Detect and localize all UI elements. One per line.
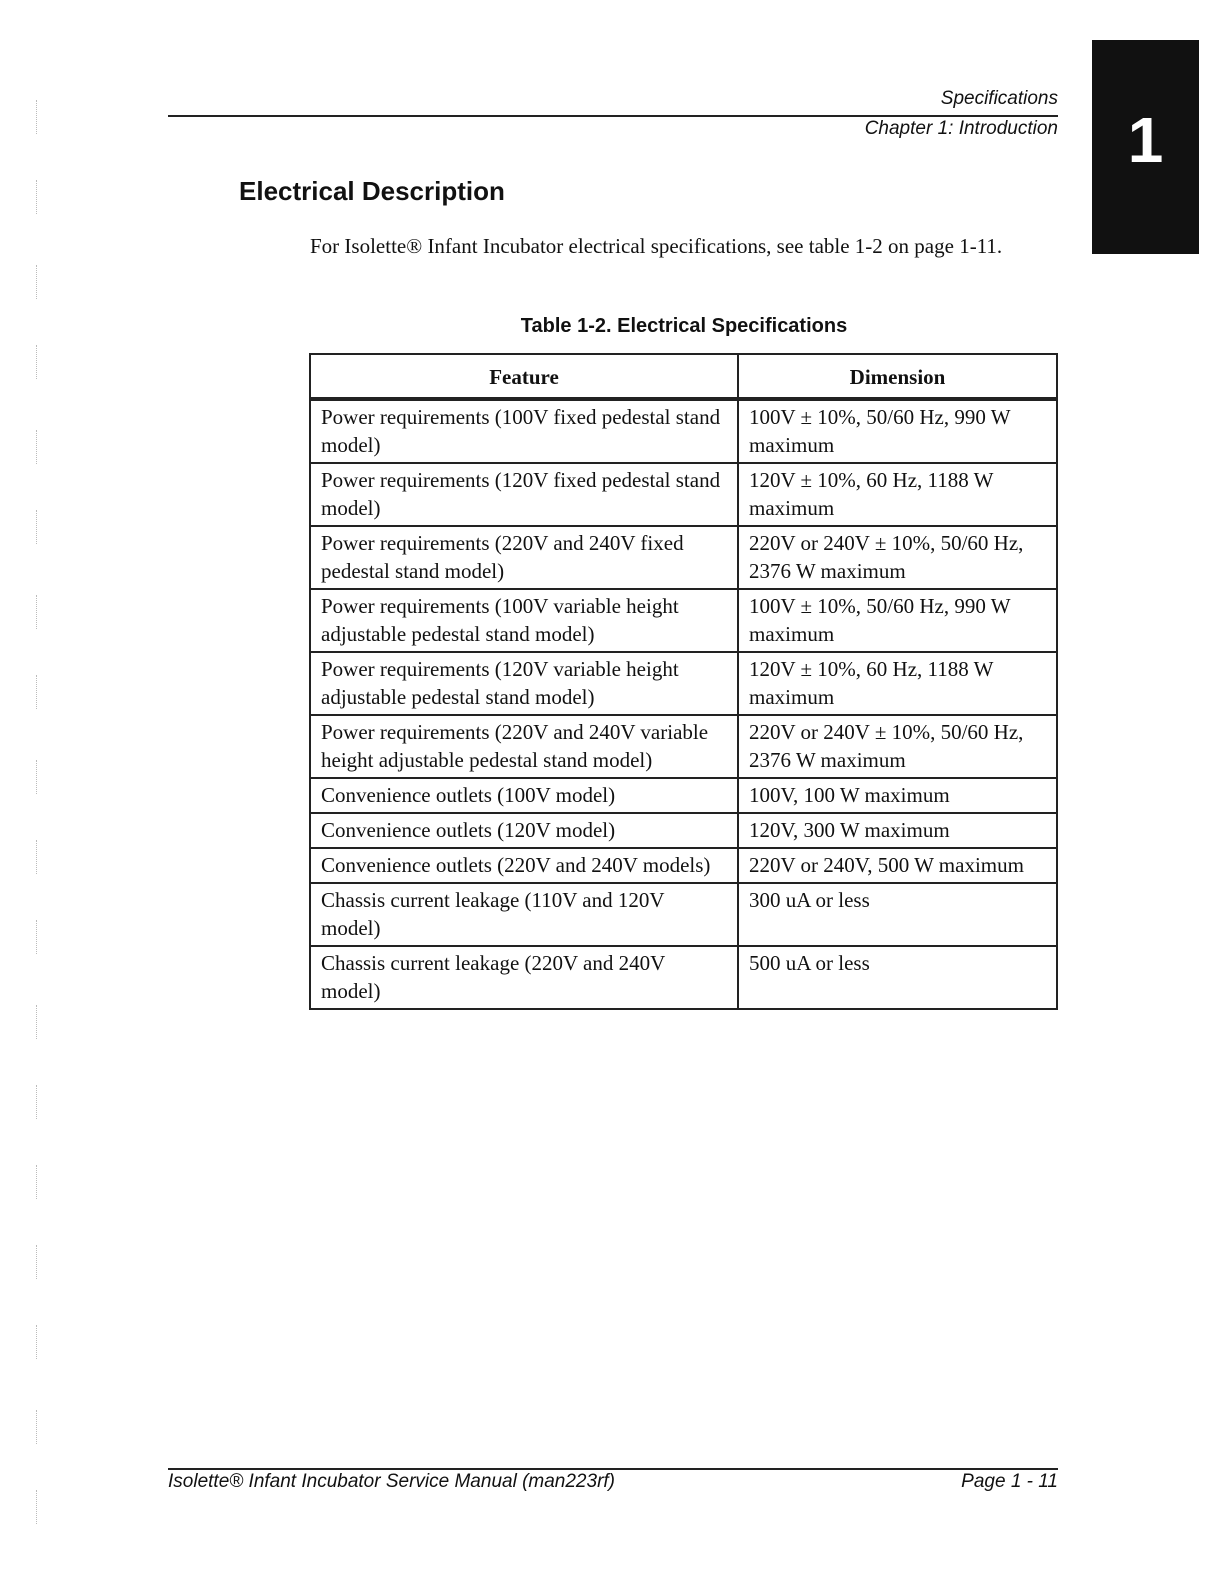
feature-cell: Chassis current leakage (220V and 240V model) (310, 946, 738, 1009)
table-row (310, 813, 1057, 848)
header-section-title: Specifications (940, 88, 1058, 109)
dimension-cell: 300 uA or less (738, 883, 1057, 946)
table-header-row (310, 354, 1057, 399)
table-row (310, 526, 1057, 589)
feature-cell: Power requirements (220V and 240V variable height adjustable pedestal stand model) (310, 715, 738, 778)
dimension-cell: 100V, 100 W maximum (738, 778, 1057, 813)
table-row (310, 848, 1057, 883)
header-chapter-title: Chapter 1: Introduction (864, 118, 1058, 139)
feature-cell: Power requirements (220V and 240V fixed pedestal stand model) (310, 526, 738, 589)
column-header-feature: Feature (310, 354, 738, 399)
dimension-cell: 220V or 240V ± 10%, 50/60 Hz, 2376 W maximum (738, 715, 1057, 778)
feature-cell: Power requirements (100V variable height adjustable pedestal stand model) (310, 589, 738, 652)
feature-cell: Convenience outlets (100V model) (310, 778, 738, 813)
feature-cell: Power requirements (100V fixed pedestal stand model) (310, 399, 738, 463)
table-row (310, 883, 1057, 946)
chapter-tab-number: 1 (1127, 104, 1164, 176)
dimension-cell: 120V ± 10%, 60 Hz, 1188 W maximum (738, 652, 1057, 715)
dimension-cell: 100V ± 10%, 50/60 Hz, 990 W maximum (738, 399, 1057, 463)
binder-hole-marks (18, 100, 40, 1540)
feature-cell: Power requirements (120V variable height adjustable pedestal stand model) (310, 652, 738, 715)
footer-manual-title: Isolette® Infant Incubator Service Manual (man223rf) (168, 1471, 616, 1492)
dimension-cell: 120V, 300 W maximum (738, 813, 1057, 848)
section-heading: Electrical Description (239, 176, 505, 206)
electrical-spec-table (309, 353, 1058, 1010)
table-row (310, 589, 1057, 652)
table-row (310, 778, 1057, 813)
feature-cell: Convenience outlets (220V and 240V models) (310, 848, 738, 883)
table-caption: Table 1-2. Electrical Specifications (520, 315, 848, 337)
dimension-cell: 220V or 240V ± 10%, 50/60 Hz, 2376 W maximum (738, 526, 1057, 589)
feature-cell: Convenience outlets (120V model) (310, 813, 738, 848)
dimension-cell: 220V or 240V, 500 W maximum (738, 848, 1057, 883)
table-row (310, 715, 1057, 778)
dimension-cell: 500 uA or less (738, 946, 1057, 1009)
dimension-cell: 120V ± 10%, 60 Hz, 1188 W maximum (738, 463, 1057, 526)
feature-cell: Power requirements (120V fixed pedestal stand model) (310, 463, 738, 526)
table-row (310, 463, 1057, 526)
dimension-cell: 100V ± 10%, 50/60 Hz, 990 W maximum (738, 589, 1057, 652)
intro-paragraph: For Isolette® Infant Incubator electrical specifications, see table 1-2 on page 1-11. (310, 234, 1003, 258)
table-row (310, 399, 1057, 463)
header-rule (168, 115, 1058, 117)
footer-page-number: Page 1 - 11 (961, 1471, 1058, 1492)
column-header-dimension: Dimension (738, 354, 1057, 399)
feature-cell: Chassis current leakage (110V and 120V model) (310, 883, 738, 946)
footer-rule (168, 1468, 1058, 1470)
table-row (310, 652, 1057, 715)
table-row (310, 946, 1057, 1009)
